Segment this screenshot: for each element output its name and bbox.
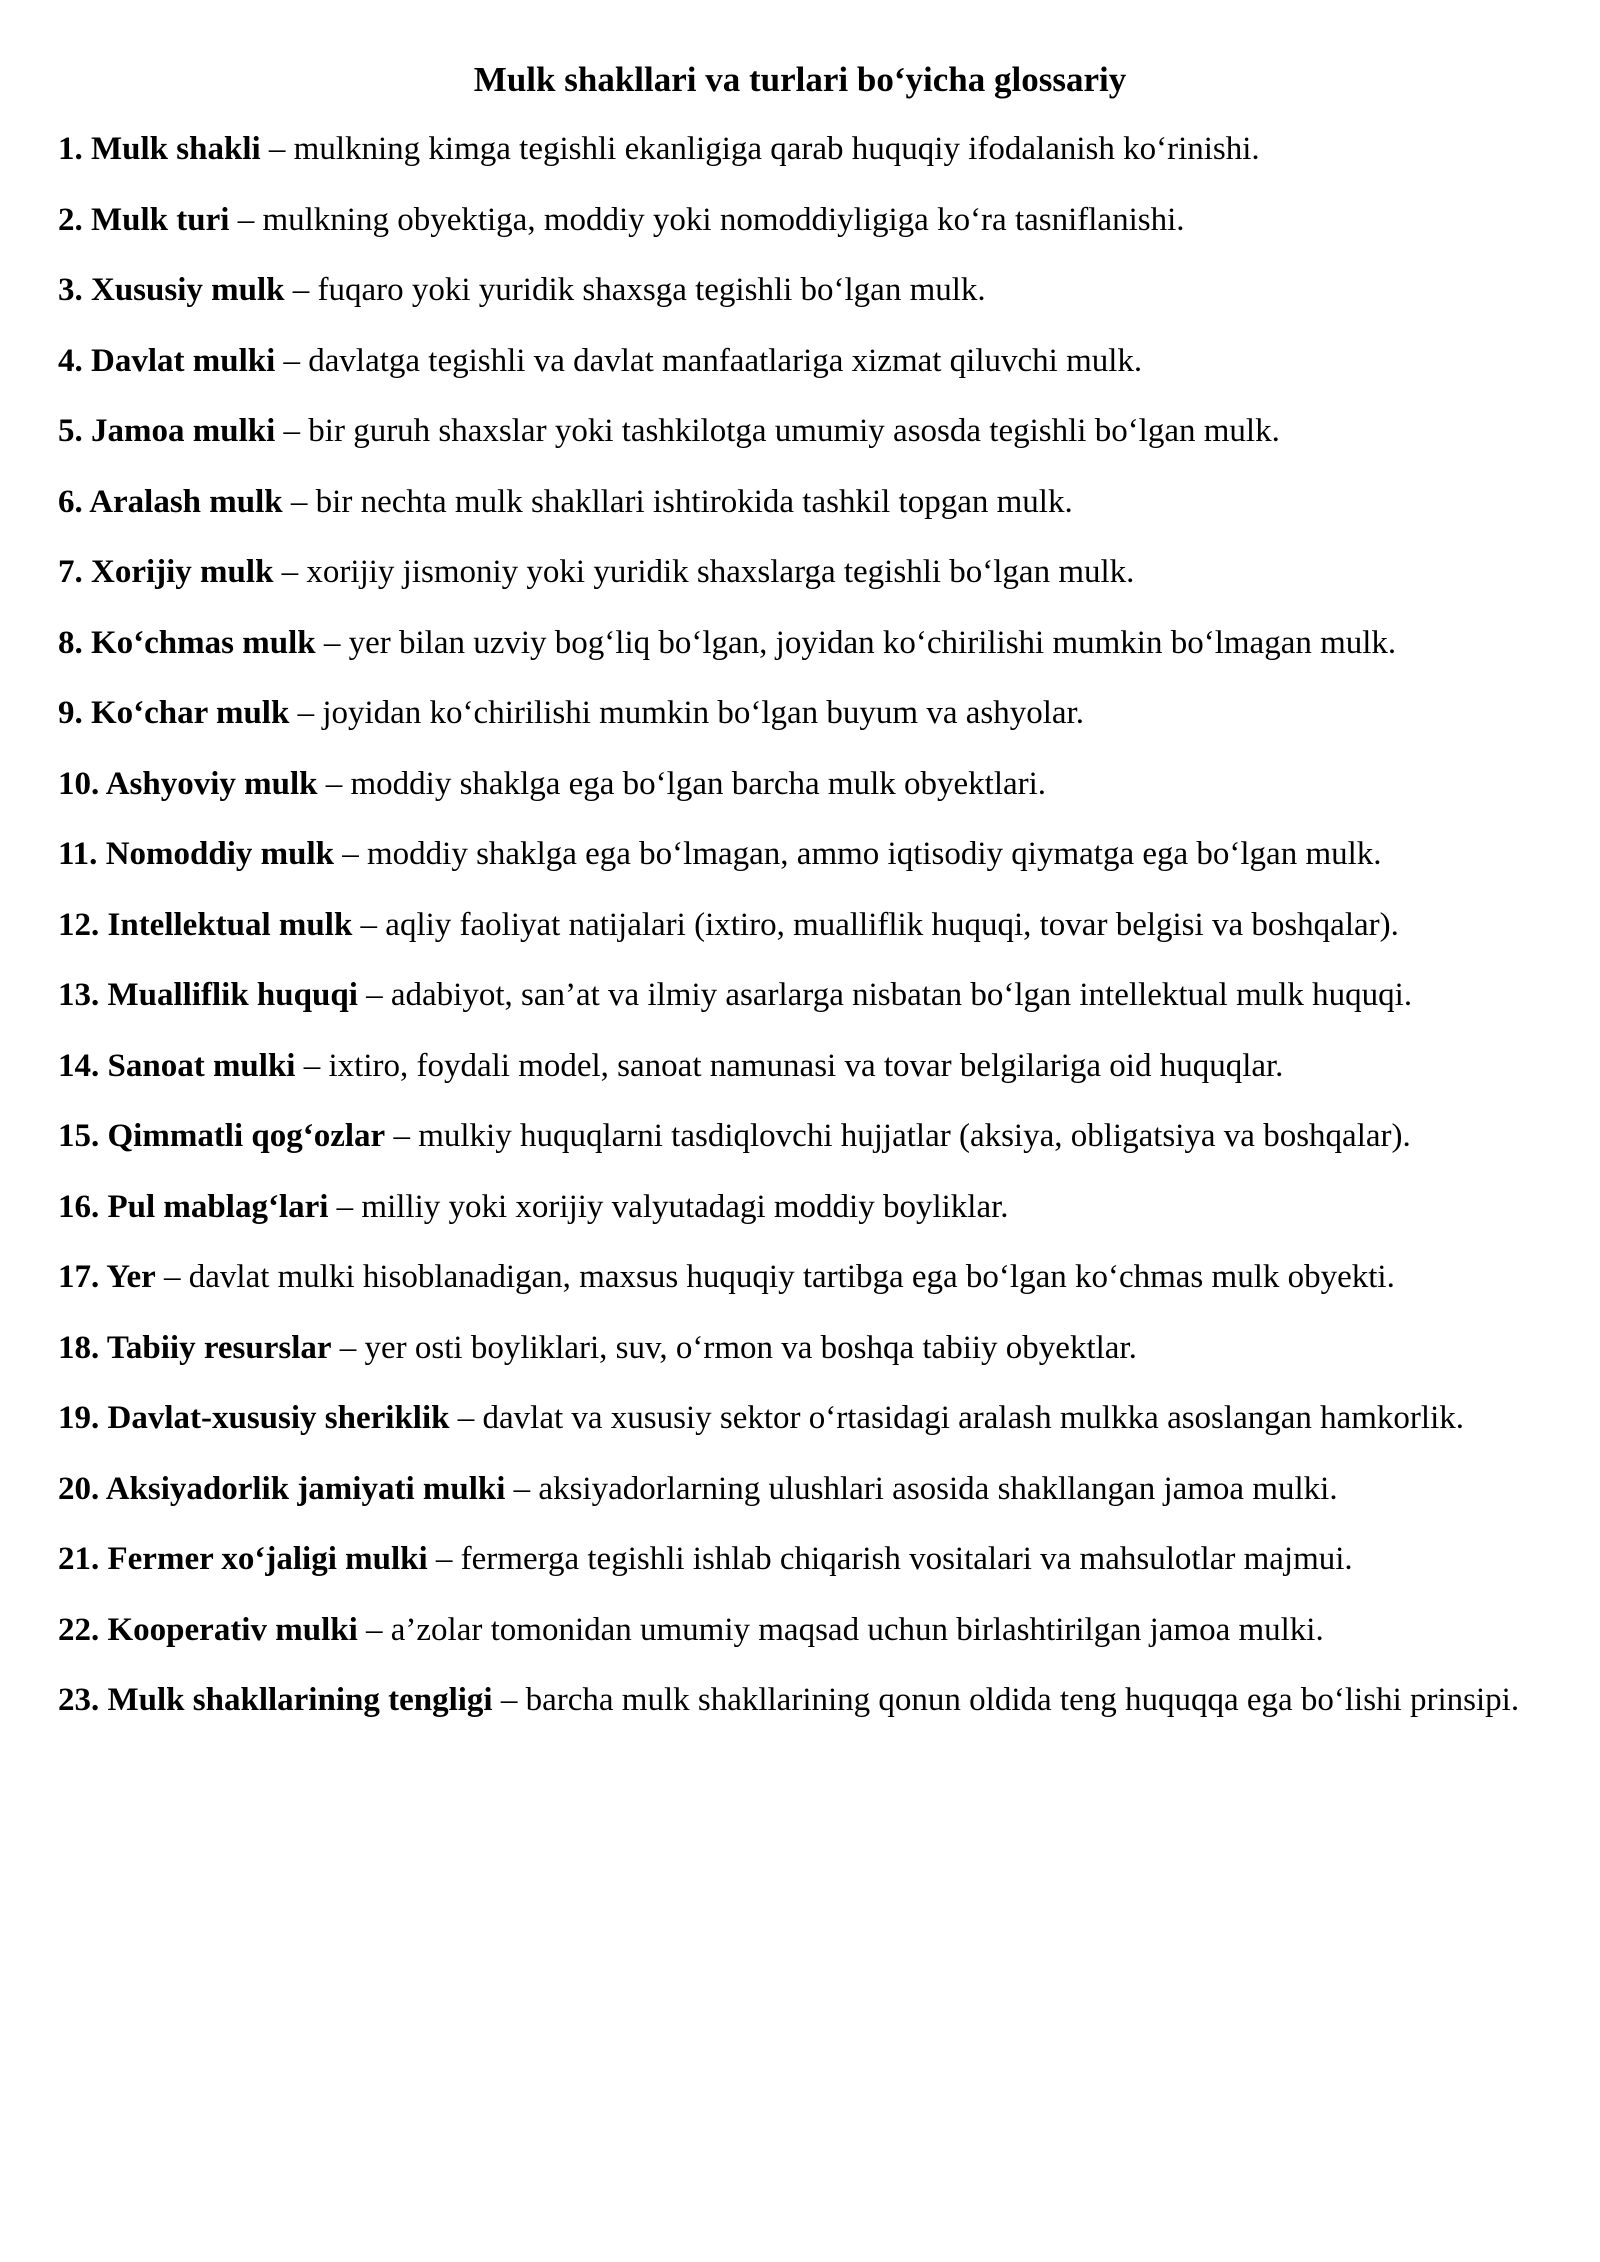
- glossary-entry: [58, 1679, 1558, 1722]
- glossary-entry: [58, 904, 1558, 947]
- entry-number: 15.: [58, 1118, 100, 1154]
- glossary-entry: [58, 692, 1558, 735]
- glossary-entry: [58, 1609, 1558, 1652]
- glossary-entry: [58, 1538, 1558, 1581]
- glossary-definition: – davlatga tegishli va davlat manfaatlariga xizmat qiluvchi mulk.: [275, 342, 1143, 379]
- glossary-definition: – davlat va xususiy sektor o‘rtasidagi aralash mulkka asoslangan hamkorlik.: [449, 1400, 1465, 1436]
- entry-number: 6.: [58, 483, 83, 520]
- entry-number: 17.: [58, 1259, 100, 1295]
- glossary-definition: – aqliy faoliyat natijalari (ixtiro, mualliflik huquqi, tovar belgisi va boshqalar).: [352, 906, 1399, 943]
- glossary-entry: [58, 551, 1558, 594]
- entry-number: 1.: [58, 131, 83, 167]
- glossary-term: [58, 1048, 295, 1084]
- term-text: Intellektual mulk: [107, 906, 353, 943]
- entry-number: 7.: [58, 554, 83, 590]
- glossary-entry: [58, 410, 1558, 453]
- glossary-entry: [58, 622, 1558, 665]
- term-text: Qimmatli qog‘ozlar: [107, 1118, 386, 1154]
- term-text: Fermer xo‘jaligi mulki: [107, 1541, 428, 1577]
- glossary-definition: – fuqaro yoki yuridik shaxsga tegishli bo‘lgan mulk.: [284, 272, 986, 308]
- glossary-list: [58, 128, 1558, 1750]
- glossary-definition: – bir nechta mulk shakllari ishtirokida tashkil topgan mulk.: [282, 483, 1073, 520]
- entry-number: 22.: [58, 1611, 100, 1648]
- glossary-entry: [58, 1327, 1558, 1370]
- entry-number: 5.: [58, 413, 83, 449]
- term-text: Jamoa mulki: [91, 413, 276, 449]
- term-text: Davlat-xususiy sheriklik: [107, 1400, 450, 1436]
- entry-number: 23.: [58, 1682, 100, 1718]
- entry-number: 3.: [58, 272, 83, 308]
- entry-number: 14.: [58, 1047, 100, 1084]
- glossary-entry: [58, 1256, 1558, 1299]
- glossary-definition: – aksiyadorlarning ulushlari asosida shakllangan jamoa mulki.: [505, 1470, 1338, 1507]
- term-text: Mulk turi: [91, 201, 230, 238]
- entry-number: 19.: [58, 1400, 100, 1436]
- glossary-term: [58, 1189, 328, 1225]
- glossary-entry: [58, 128, 1558, 171]
- entry-number: 4.: [58, 342, 83, 379]
- glossary-term: [58, 625, 316, 661]
- term-text: Kooperativ mulki: [107, 1611, 358, 1648]
- glossary-term: [58, 202, 229, 238]
- glossary-definition: – adabiyot, san’at va ilmiy asarlarga nisbatan bo‘lgan intellektual mulk huquqi.: [357, 977, 1413, 1013]
- glossary-definition: – moddiy shaklga ega bo‘lgan barcha mulk obyektlari.: [317, 765, 1047, 802]
- entry-number: 8.: [58, 624, 83, 661]
- glossary-definition: – xorijiy jismoniy yoki yuridik shaxslarga tegishli bo‘lgan mulk.: [273, 554, 1135, 590]
- term-text: Mulk shakli: [91, 131, 261, 167]
- glossary-term: [58, 1612, 358, 1648]
- entry-number: 21.: [58, 1541, 100, 1577]
- glossary-term: [58, 1541, 428, 1577]
- glossary-term: [58, 131, 261, 167]
- glossary-term: [58, 1400, 450, 1436]
- glossary-term: [58, 1330, 332, 1366]
- glossary-term: [58, 484, 283, 520]
- glossary-entry: [58, 1115, 1558, 1158]
- glossary-entry: [58, 269, 1558, 312]
- glossary-entry: [58, 199, 1558, 242]
- glossary-term: [58, 1471, 505, 1507]
- glossary-entry: [58, 763, 1558, 806]
- entry-number: 18.: [58, 1329, 100, 1366]
- glossary-definition: – yer bilan uzviy bog‘liq bo‘lgan, joyidan ko‘chirilishi mumkin bo‘lmagan mulk.: [315, 624, 1397, 661]
- glossary-definition: – milliy yoki xorijiy valyutadagi moddiy boyliklar.: [328, 1188, 1009, 1225]
- term-text: Mualliflik huquqi: [107, 977, 358, 1013]
- glossary-term: [58, 343, 275, 379]
- term-text: Mulk shakllarining tengligi: [107, 1682, 493, 1718]
- glossary-entry: [58, 974, 1558, 1017]
- glossary-term: [58, 554, 273, 590]
- glossary-definition: – ixtiro, foydali model, sanoat namunasi va tovar belgilariga oid huquqlar.: [295, 1047, 1284, 1084]
- entry-number: 11.: [58, 836, 98, 872]
- glossary-term: [58, 766, 318, 802]
- glossary-entry: [58, 1045, 1558, 1088]
- term-text: Xorijiy mulk: [91, 554, 274, 590]
- term-text: Nomoddiy mulk: [105, 836, 334, 872]
- glossary-definition: – bir guruh shaxslar yoki tashkilotga umumiy asosda tegishli bo‘lgan mulk.: [275, 413, 1280, 449]
- term-text: Aksiyadorlik jamiyati mulki: [105, 1470, 506, 1507]
- glossary-term: [58, 1682, 493, 1718]
- term-text: Tabiiy resurslar: [106, 1329, 332, 1366]
- glossary-definition: – mulkning obyektiga, moddiy yoki nomoddiyligiga ko‘ra tasniflanishi.: [229, 201, 1185, 238]
- glossary-definition: – mulkiy huquqlarni tasdiqlovchi hujjatlar (aksiya, obligatsiya va boshqalar).: [385, 1118, 1411, 1154]
- glossary-term: [58, 1118, 385, 1154]
- term-text: Aralash mulk: [89, 483, 283, 520]
- term-text: Xususiy mulk: [91, 272, 285, 308]
- glossary-entry: [58, 1397, 1558, 1440]
- entry-number: 10.: [58, 765, 100, 802]
- glossary-definition: – a’zolar tomonidan umumiy maqsad uchun birlashtirilgan jamoa mulki.: [357, 1611, 1324, 1648]
- entry-number: 16.: [58, 1188, 100, 1225]
- glossary-term: [58, 1259, 156, 1295]
- glossary-definition: – moddiy shaklga ega bo‘lmagan, ammo iqtisodiy qiymatga ega bo‘lgan mulk.: [334, 836, 1382, 872]
- glossary-definition: – davlat mulki hisoblanadigan, maxsus huquqiy tartibga ega bo‘lgan ko‘chmas mulk obyekti.: [155, 1259, 1395, 1295]
- glossary-term: [58, 272, 285, 308]
- entry-number: 12.: [58, 906, 100, 943]
- term-text: Ko‘char mulk: [91, 695, 290, 731]
- glossary-definition: – mulkning kimga tegishli ekanligiga qarab huquqiy ifodalanish ko‘rinishi.: [260, 131, 1260, 167]
- glossary-entry: [58, 833, 1558, 876]
- term-text: Pul mablag‘lari: [107, 1188, 329, 1225]
- glossary-definition: – fermerga tegishli ishlab chiqarish vositalari va mahsulotlar majmui.: [427, 1541, 1353, 1577]
- document-title: Mulk shakllari va turlari bo‘yicha glossariy: [473, 60, 1127, 99]
- term-text: Sanoat mulki: [107, 1047, 296, 1084]
- glossary-entry: [58, 1186, 1558, 1229]
- glossary-term: [58, 836, 334, 872]
- glossary-entry: [58, 340, 1558, 383]
- entry-number: 13.: [58, 977, 100, 1013]
- glossary-definition: – barcha mulk shakllarining qonun oldida teng huquqqa ega bo‘lishi prinsipi.: [492, 1682, 1520, 1718]
- glossary-entry: [58, 481, 1558, 524]
- term-text: Ko‘chmas mulk: [91, 624, 316, 661]
- glossary-term: [58, 413, 275, 449]
- glossary-definition: – yer osti boyliklari, suv, o‘rmon va boshqa tabiiy obyektlar.: [331, 1329, 1137, 1366]
- glossary-entry: [58, 1468, 1558, 1511]
- glossary-definition: – joyidan ko‘chirilishi mumkin bo‘lgan buyum va ashyolar.: [289, 695, 1084, 731]
- term-text: Davlat mulki: [91, 342, 276, 379]
- entry-number: 20.: [58, 1470, 100, 1507]
- term-text: Ashyoviy mulk: [105, 765, 318, 802]
- term-text: Yer: [106, 1259, 156, 1295]
- entry-number: 9.: [58, 695, 83, 731]
- glossary-term: [58, 695, 289, 731]
- glossary-term: [58, 977, 358, 1013]
- glossary-term: [58, 907, 352, 943]
- entry-number: 2.: [58, 201, 83, 238]
